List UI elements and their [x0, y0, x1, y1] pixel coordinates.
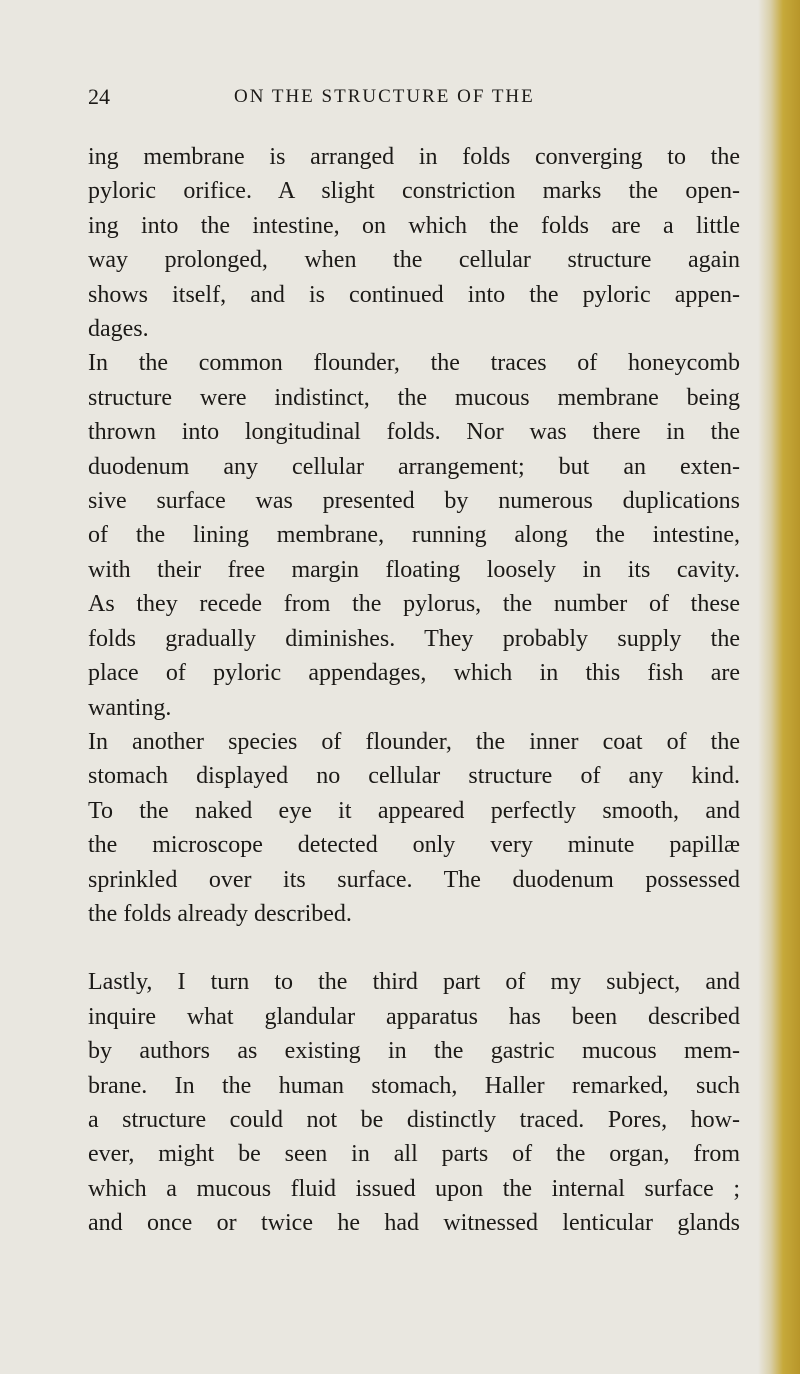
page-edge	[758, 0, 800, 1374]
text-line: To the naked eye it appeared perfectly smooth, and	[88, 797, 740, 824]
text-line: sprinkled over its surface. The duodenum possessed	[88, 866, 740, 893]
body-text	[88, 140, 740, 1241]
page-header	[88, 84, 738, 120]
paragraph-2	[88, 346, 740, 724]
text-line: brane. In the human stomach, Haller remarked, such	[88, 1072, 740, 1099]
text-line: sive surface was presented by numerous duplications	[88, 488, 740, 515]
text-line: duodenum any cellular arrangement; but an exten-	[88, 453, 740, 480]
text-line: which a mucous fluid issued upon the internal surface ;	[88, 1175, 740, 1202]
text-line: the microscope detected only very minute papillæ	[88, 832, 740, 859]
section-gap	[88, 931, 740, 965]
text-line: place of pyloric appendages, which in this fish are	[88, 660, 740, 687]
page-number: 24	[88, 84, 110, 109]
text-line: Lastly, I turn to the third part of my subject, and	[88, 969, 740, 996]
paragraph-3	[88, 725, 740, 931]
text-line: folds gradually diminishes. They probably supply the	[88, 625, 740, 652]
text-line: way prolonged, when the cellular structure again	[88, 247, 740, 274]
text-line: As they recede from the pylorus, the number of these	[88, 591, 740, 618]
text-line: thrown into longitudinal folds. Nor was there in the	[88, 419, 740, 446]
text-line: of the lining membrane, running along the intestine,	[88, 522, 740, 549]
text-line: In another species of flounder, the inner coat of the	[88, 728, 740, 755]
text-line: inquire what glandular apparatus has been described	[88, 1003, 740, 1030]
text-line: ing into the intestine, on which the folds are a little	[88, 212, 740, 239]
text-line: the folds already described.	[88, 900, 352, 927]
text-line: pyloric orifice. A slight constriction marks the open-	[88, 178, 740, 205]
paragraph-4	[88, 965, 740, 1240]
text-line: shows itself, and is continued into the pyloric appen-	[88, 281, 740, 308]
text-line: ing membrane is arranged in folds converging to the	[88, 144, 740, 170]
text-line: with their free margin floating loosely in its cavity.	[88, 556, 740, 583]
paragraph-1	[88, 140, 740, 346]
text-line: structure were indistinct, the mucous membrane being	[88, 384, 740, 411]
running-head: ON THE STRUCTURE OF THE	[234, 86, 535, 107]
text-line: In the common flounder, the traces of honeycomb	[88, 350, 740, 377]
text-line: ever, might be seen in all parts of the organ, from	[88, 1141, 740, 1168]
text-line: a structure could not be distinctly traced. Pores, how-	[88, 1106, 740, 1133]
text-line: and once or twice he had witnessed lenticular glands	[88, 1210, 740, 1237]
text-line: by authors as existing in the gastric mucous mem-	[88, 1038, 740, 1065]
text-line: wanting.	[88, 694, 172, 721]
text-line: stomach displayed no cellular structure of any kind.	[88, 763, 740, 790]
text-line: dages.	[88, 316, 149, 343]
